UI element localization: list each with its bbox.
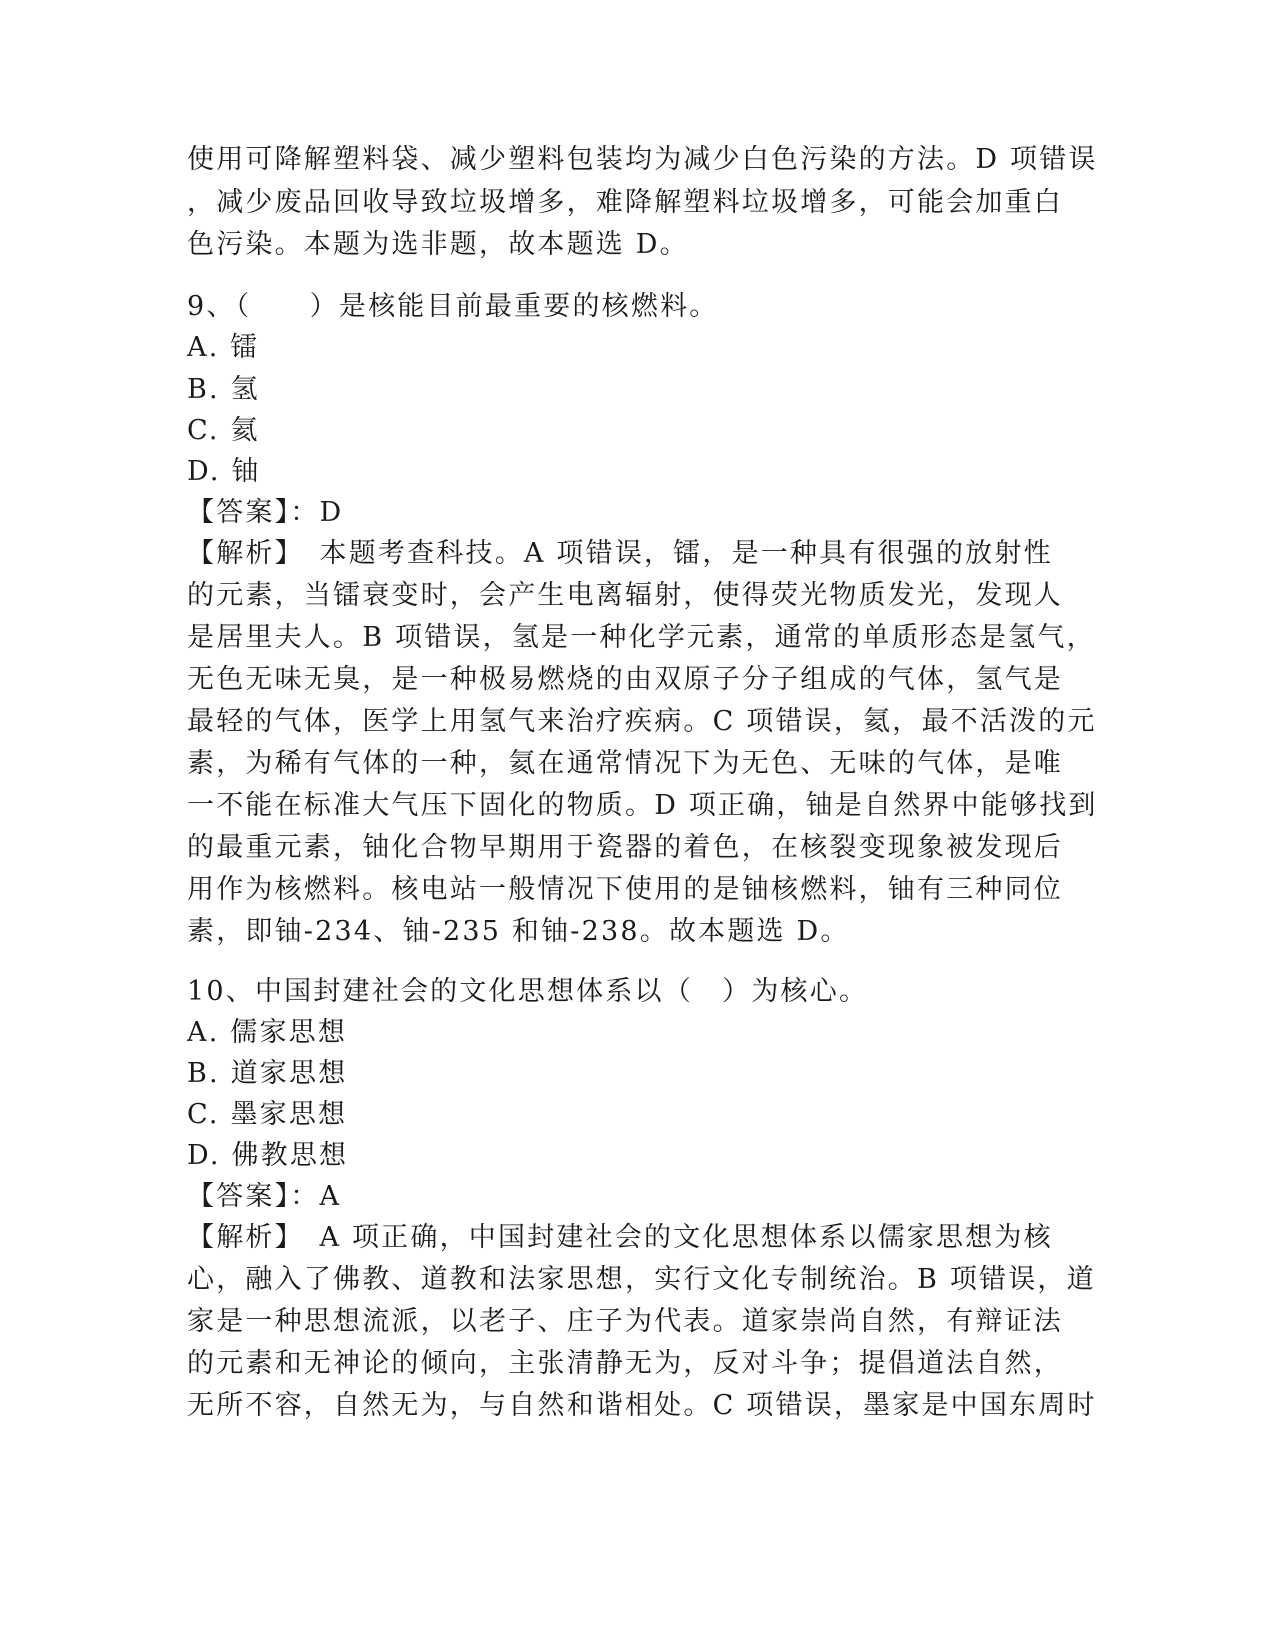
question-9-explanation-line: 用作为核燃料。核电站一般情况下使用的是铀核燃料，铀有三种同位 (187, 874, 1063, 905)
question-10-option-a: A. 儒家思想 (187, 1017, 348, 1048)
continuation-line: ，减少废品回收导致垃圾增多，难降解塑料垃圾增多，可能会加重白 (187, 187, 1063, 218)
question-9-explanation-line: 【解析】 本题考查科技。A 项错误，镭，是一种具有很强的放射性 (187, 538, 1053, 569)
question-9-option-c: C. 氦 (187, 415, 260, 446)
question-10-explanation-line: 【解析】 A 项正确，中国封建社会的文化思想体系以儒家思想为核 (187, 1222, 1053, 1253)
question-10-answer: 【答案】：A (187, 1181, 342, 1212)
question-9-explanation-line: 素，即铀-234、铀-235 和铀-238。故本题选 D。 (187, 916, 850, 947)
question-10-stem: 10、中国封建社会的文化思想体系以（ ）为核心。 (187, 976, 869, 1007)
question-9-answer: 【答案】：D (187, 497, 344, 528)
question-9-option-b: B. 氢 (187, 374, 260, 405)
question-9-explanation-line: 无色无味无臭，是一种极易燃烧的由双原子分子组成的气体，氢气是 (187, 664, 1063, 695)
question-10-option-c: C. 墨家思想 (187, 1099, 348, 1130)
question-9-explanation-line: 素，为稀有气体的一种，氦在通常情况下为无色、无味的气体，是唯 (187, 748, 1063, 779)
question-10-option-d: D. 佛教思想 (187, 1140, 349, 1171)
question-9-explanation-line: 的最重元素，铀化合物早期用于瓷器的着色，在核裂变现象被发现后 (187, 832, 1063, 863)
continuation-line: 使用可降解塑料袋、减少塑料包装均为减少白色污染的方法。D 项错误 (187, 144, 1098, 175)
question-9-explanation-line: 是居里夫人。B 项错误，氢是一种化学元素，通常的单质形态是氢气， (187, 622, 1096, 653)
question-10-explanation-line: 的元素和无神论的倾向，主张清静无为，反对斗争；提倡道法自然， (187, 1348, 1063, 1379)
question-10-explanation-line: 心，融入了佛教、道教和法家思想，实行文化专制统治。B 项错误，道 (187, 1264, 1096, 1295)
continuation-line: 色污染。本题为选非题，故本题选 D。 (187, 229, 689, 260)
question-10-explanation-line: 无所不容，自然无为，与自然和谐相处。C 项错误，墨家是中国东周时 (187, 1390, 1097, 1421)
question-9-explanation-line: 一不能在标准大气压下固化的物质。D 项正确，铀是自然界中能够找到 (187, 790, 1098, 821)
question-9-stem: 9、（ ）是核能目前最重要的核燃料。 (187, 291, 719, 322)
question-9-explanation-line: 最轻的气体，医学上用氢气来治疗疾病。C 项错误，氦，最不活泼的元 (187, 706, 1097, 737)
question-10-option-b: B. 道家思想 (187, 1058, 348, 1089)
question-9-explanation-line: 的元素，当镭衰变时，会产生电离辐射，使得荧光物质发光，发现人 (187, 580, 1063, 611)
question-9-option-a: A. 镭 (187, 332, 260, 363)
question-9-option-d: D. 铀 (187, 456, 261, 487)
question-10-explanation-line: 家是一种思想流派，以老子、庄子为代表。道家崇尚自然，有辩证法 (187, 1306, 1063, 1337)
